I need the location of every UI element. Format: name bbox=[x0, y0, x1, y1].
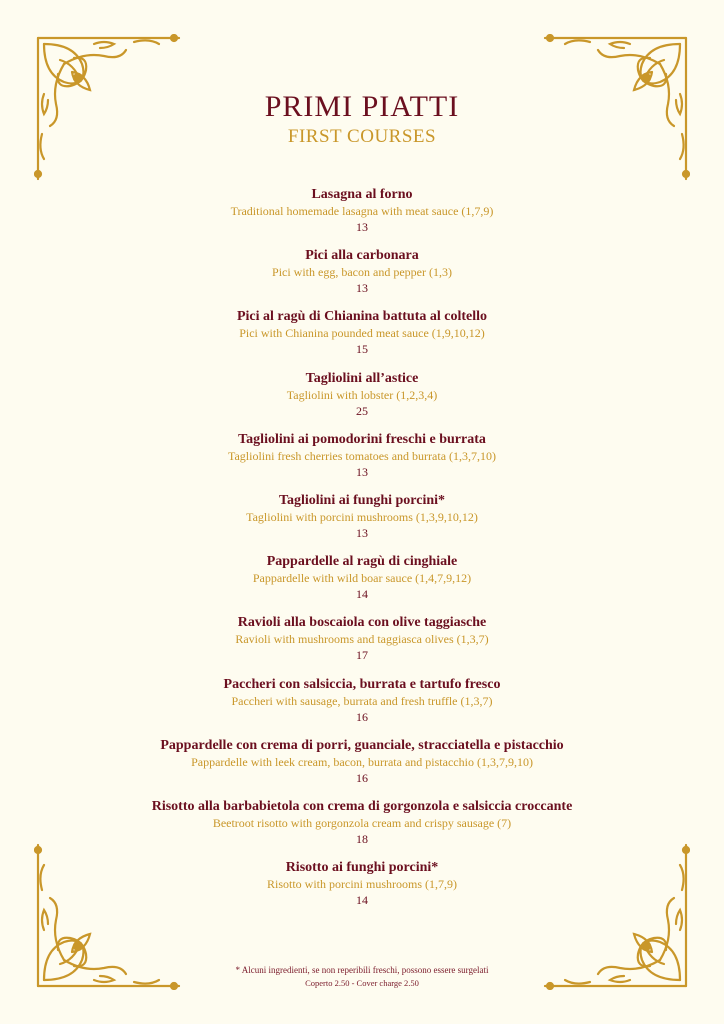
menu-item bbox=[0, 859, 724, 920]
menu-item bbox=[0, 798, 724, 859]
item-price: 16 bbox=[356, 770, 368, 785]
item-name: Lasagna al forno bbox=[311, 187, 413, 202]
item-description: Risotto with porcini mushrooms (1,7,9) bbox=[267, 877, 457, 892]
menu-item bbox=[0, 737, 724, 798]
menu-item bbox=[0, 370, 724, 431]
page-title: PRIMI PIATTI bbox=[264, 90, 460, 123]
item-description: Tagliolini fresh cherries tomatoes and burrata (1,3,7,10) bbox=[227, 448, 497, 463]
item-description: Beetroot risotto with gorgonzola cream and crispy sausage (7) bbox=[212, 815, 512, 830]
item-name: Paccheri con salsiccia, burrata e tartufo fresco bbox=[223, 676, 501, 692]
item-description: Tagliolini with lobster (1,2,3,4) bbox=[286, 387, 438, 402]
menu-item bbox=[0, 308, 724, 369]
menu-header bbox=[0, 88, 724, 148]
item-name: Pappardelle con crema di porri, guanciale, stracciatella e pistacchio bbox=[160, 737, 564, 753]
item-description: Tagliolini with porcini mushrooms (1,3,9,10,12) bbox=[246, 509, 478, 524]
item-description: Pici with egg, bacon and pepper (1,3) bbox=[272, 265, 452, 280]
menu-item bbox=[0, 186, 724, 247]
item-description: Ravioli with mushrooms and taggiasca olives (1,3,7) bbox=[235, 632, 489, 647]
item-description: Pappardelle with wild boar sauce (1,4,7,9,12) bbox=[252, 571, 472, 586]
menu-list bbox=[0, 186, 724, 920]
item-description: Traditional homemade lasagna with meat sauce (1,7,9) bbox=[230, 204, 494, 218]
item-name: Pappardelle al ragù di cinghiale bbox=[266, 554, 458, 570]
item-name: Pici alla carbonara bbox=[305, 248, 419, 264]
frozen-ingredients-note: * Alcuni ingredienti, se non reperibili freschi, possono essere surgelati bbox=[235, 965, 489, 975]
item-price: 13 bbox=[356, 525, 368, 540]
item-price: 14 bbox=[356, 587, 368, 602]
menu-item bbox=[0, 492, 724, 553]
item-name: Tagliolini ai funghi porcini* bbox=[278, 492, 446, 508]
item-price: 13 bbox=[356, 220, 368, 234]
menu-footer bbox=[0, 964, 724, 989]
item-price: 16 bbox=[356, 709, 368, 724]
item-description: Pappardelle with leek cream, bacon, burrata and pistacchio (1,3,7,9,10) bbox=[191, 754, 533, 769]
item-price: 17 bbox=[356, 648, 368, 663]
menu-item bbox=[0, 553, 724, 614]
menu-item bbox=[0, 431, 724, 492]
item-name: Risotto alla barbabietola con crema di gorgonzola e salsiccia croccante bbox=[151, 798, 573, 814]
item-price: 14 bbox=[356, 893, 368, 908]
cover-charge: Coperto 2.50 - Cover charge 2.50 bbox=[305, 978, 419, 988]
item-price: 25 bbox=[356, 403, 368, 418]
item-price: 18 bbox=[356, 831, 368, 846]
item-price: 15 bbox=[356, 342, 368, 357]
page-subtitle: FIRST COURSES bbox=[287, 126, 437, 147]
menu-item bbox=[0, 676, 724, 737]
item-name: Tagliolini ai pomodorini freschi e burrata bbox=[238, 431, 486, 447]
item-name: Tagliolini all’astice bbox=[305, 370, 419, 386]
item-description: Paccheri with sausage, burrata and fresh truffle (1,3,7) bbox=[231, 693, 493, 708]
item-price: 13 bbox=[356, 464, 368, 479]
item-price: 13 bbox=[356, 281, 368, 296]
item-name: Pici al ragù di Chianina battuta al coltello bbox=[236, 309, 488, 325]
menu-item bbox=[0, 247, 724, 308]
item-description: Pici with Chianina pounded meat sauce (1,9,10,12) bbox=[239, 326, 485, 341]
item-name: Risotto ai funghi porcini* bbox=[285, 860, 439, 876]
menu-item bbox=[0, 614, 724, 675]
item-name: Ravioli alla boscaiola con olive taggiasche bbox=[237, 615, 487, 631]
